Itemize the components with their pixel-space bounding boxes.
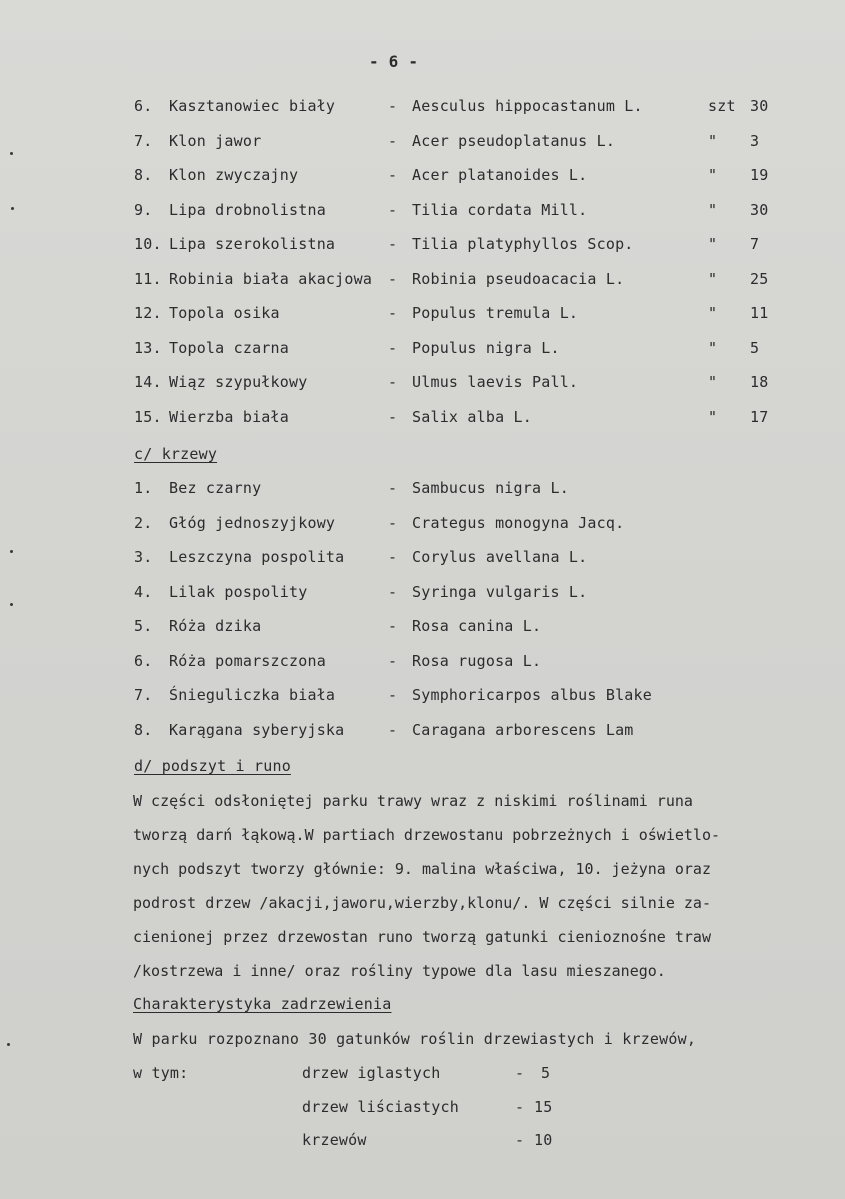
shrubs-latin: Rosa canina L. xyxy=(412,617,542,635)
shrubs-heading: c/ krzewy xyxy=(134,445,218,463)
shrubs-pl: Karągana syberyjska xyxy=(169,720,345,739)
summary-item-dash: - xyxy=(515,1098,525,1116)
trees_continued-pl: Wiąz szypułkowy xyxy=(169,373,308,391)
separator-dash: - xyxy=(388,200,398,219)
trees_continued-latin: Robinia pseudoacacia L. xyxy=(412,269,625,288)
separator-dash: - xyxy=(388,97,398,115)
trees_continued-latin: Tilia platyphyllos Scop. xyxy=(412,235,634,253)
paragraph-line: tworzą darń łąkową.W partiach drzewostanu pobrzeżnych i oświetlo- xyxy=(133,826,720,844)
summary-item-dash: - xyxy=(515,1131,525,1149)
shrubs-latin: Crategus monogyna Jacq. xyxy=(412,513,625,532)
trees_continued-count: 30 xyxy=(750,200,769,219)
trees_continued-no: 6. xyxy=(134,97,153,115)
paragraph-line: W części odsłoniętej parku trawy wraz z niskimi roślinami runa xyxy=(133,792,693,810)
shrubs-latin: Rosa rugosa L. xyxy=(412,651,542,670)
trees_continued-count: 17 xyxy=(750,407,769,426)
separator-dash: - xyxy=(388,235,398,253)
trees_continued-unit: " xyxy=(708,338,718,357)
page-number: - 6 - xyxy=(369,52,419,71)
trees_continued-unit: " xyxy=(708,407,718,426)
margin-speck xyxy=(11,207,14,210)
trees_continued-unit: " xyxy=(708,373,718,391)
separator-dash: - xyxy=(388,548,398,566)
trees_continued-unit: " xyxy=(708,131,718,150)
trees_continued-no: 7. xyxy=(134,131,153,150)
summary-item-value: 15 xyxy=(534,1098,553,1116)
undergrowth-heading: d/ podszyt i runo xyxy=(134,757,291,775)
shrubs-latin: Symphoricarpos albus Blake xyxy=(412,686,652,704)
trees_continued-no: 12. xyxy=(134,304,162,322)
separator-dash: - xyxy=(388,338,398,357)
separator-dash: - xyxy=(388,373,398,391)
trees_continued-count: 30 xyxy=(750,97,769,115)
trees_continued-latin: Populus tremula L. xyxy=(412,304,579,322)
trees_continued-count: 5 xyxy=(750,338,760,357)
trees_continued-no: 10. xyxy=(134,235,162,253)
shrubs-latin: Caragana arborescens Lam xyxy=(412,720,634,739)
separator-dash: - xyxy=(388,513,398,532)
trees_continued-latin: Ulmus laevis Pall. xyxy=(412,373,579,391)
characteristics-heading: Charakterystyka zadrzewienia xyxy=(133,995,392,1013)
separator-dash: - xyxy=(388,166,398,184)
margin-speck xyxy=(10,603,13,606)
trees_continued-no: 15. xyxy=(134,407,162,426)
undergrowth-paragraph xyxy=(133,784,823,988)
trees_continued-latin: Acer pseudoplatanus L. xyxy=(412,131,616,150)
paragraph-line: /kostrzewa i inne/ oraz rośliny typowe dla lasu mieszanego. xyxy=(133,962,666,980)
shrubs-no: 3. xyxy=(134,548,153,566)
trees_continued-no: 13. xyxy=(134,338,162,357)
trees_continued-unit: " xyxy=(708,269,718,288)
trees_continued-no: 11. xyxy=(134,269,162,288)
shrubs-no: 6. xyxy=(134,651,153,670)
trees_continued-pl: Wierzba biała xyxy=(169,407,289,426)
trees_continued-unit: " xyxy=(708,235,718,253)
paragraph-line: podrost drzew /akacji,jaworu,wierzby,klonu/. W części silnie za- xyxy=(133,894,711,912)
trees_continued-unit: " xyxy=(708,200,718,219)
trees_continued-unit: " xyxy=(708,304,718,322)
paragraph-line: nych podszyt tworzy głównie: 9. malina właściwa, 10. jeżyna oraz xyxy=(133,860,711,878)
margin-speck xyxy=(10,152,13,155)
trees_continued-latin: Populus nigra L. xyxy=(412,338,560,357)
trees_continued-count: 25 xyxy=(750,269,769,288)
trees_continued-count: 3 xyxy=(750,131,760,150)
trees_continued-pl: Topola osika xyxy=(169,304,280,322)
trees_continued-pl: Lipa szerokolistna xyxy=(169,235,336,253)
trees_continued-unit: szt xyxy=(708,97,736,115)
summary-item-value: 10 xyxy=(534,1131,553,1149)
separator-dash: - xyxy=(388,617,398,635)
trees_continued-pl: Klon jawor xyxy=(169,131,262,150)
trees_continued-pl: Kasztanowiec biały xyxy=(169,97,336,115)
shrubs-no: 5. xyxy=(134,617,153,635)
shrubs-pl: Róża dzika xyxy=(169,617,262,635)
separator-dash: - xyxy=(388,582,398,601)
trees_continued-no: 9. xyxy=(134,200,153,219)
shrubs-pl: Róża pomarszczona xyxy=(169,651,326,670)
trees_continued-pl: Klon zwyczajny xyxy=(169,166,299,184)
summary-item-dash: - xyxy=(515,1064,525,1082)
trees_continued-count: 19 xyxy=(750,166,769,184)
shrubs-no: 4. xyxy=(134,582,153,601)
shrubs-pl: Leszczyna pospolita xyxy=(169,548,345,566)
separator-dash: - xyxy=(388,304,398,322)
separator-dash: - xyxy=(388,686,398,704)
trees_continued-pl: Lipa drobnolistna xyxy=(169,200,326,219)
shrubs-pl: Śnieguliczka biała xyxy=(169,686,336,704)
separator-dash: - xyxy=(388,131,398,150)
shrubs-pl: Lilak pospolity xyxy=(169,582,308,601)
trees_continued-count: 11 xyxy=(750,304,769,322)
shrubs-no: 8. xyxy=(134,720,153,739)
trees_continued-pl: Robinia biała akacjowa xyxy=(169,269,373,288)
shrubs-pl: Głóg jednoszyjkowy xyxy=(169,513,336,532)
trees_continued-latin: Salix alba L. xyxy=(412,407,532,426)
summary-item-label: drzew iglastych xyxy=(302,1064,441,1082)
shrubs-pl: Bez czarny xyxy=(169,479,262,497)
shrubs-latin: Corylus avellana L. xyxy=(412,548,588,566)
summary-item-label: drzew liściastych xyxy=(302,1098,459,1116)
trees_continued-pl: Topola czarna xyxy=(169,338,289,357)
trees_continued-count: 7 xyxy=(750,235,760,253)
separator-dash: - xyxy=(388,407,398,426)
trees_continued-latin: Tilia cordata Mill. xyxy=(412,200,588,219)
separator-dash: - xyxy=(388,479,398,497)
summary-item-value: 5 xyxy=(541,1064,551,1082)
shrubs-latin: Syringa vulgaris L. xyxy=(412,582,588,601)
separator-dash: - xyxy=(388,269,398,288)
margin-speck xyxy=(10,550,13,553)
shrubs-latin: Sambucus nigra L. xyxy=(412,479,569,497)
trees_continued-count: 18 xyxy=(750,373,769,391)
shrubs-no: 7. xyxy=(134,686,153,704)
paragraph-line: cienionej przez drzewostan runo tworzą gatunki cienioznośne traw xyxy=(133,928,711,946)
trees_continued-no: 14. xyxy=(134,373,162,391)
margin-speck xyxy=(7,1043,10,1046)
summary-item-label: krzewów xyxy=(302,1131,367,1149)
separator-dash: - xyxy=(388,720,398,739)
summary-label: w tym: xyxy=(133,1064,189,1082)
shrubs-no: 2. xyxy=(134,513,153,532)
separator-dash: - xyxy=(388,651,398,670)
shrubs-no: 1. xyxy=(134,479,153,497)
trees_continued-latin: Aesculus hippocastanum L. xyxy=(412,97,643,115)
trees_continued-unit: " xyxy=(708,166,718,184)
characteristics-line: W parku rozpoznano 30 gatunków roślin drzewiastych i krzewów, xyxy=(133,1030,697,1048)
trees_continued-latin: Acer platanoides L. xyxy=(412,166,588,184)
trees_continued-no: 8. xyxy=(134,166,153,184)
